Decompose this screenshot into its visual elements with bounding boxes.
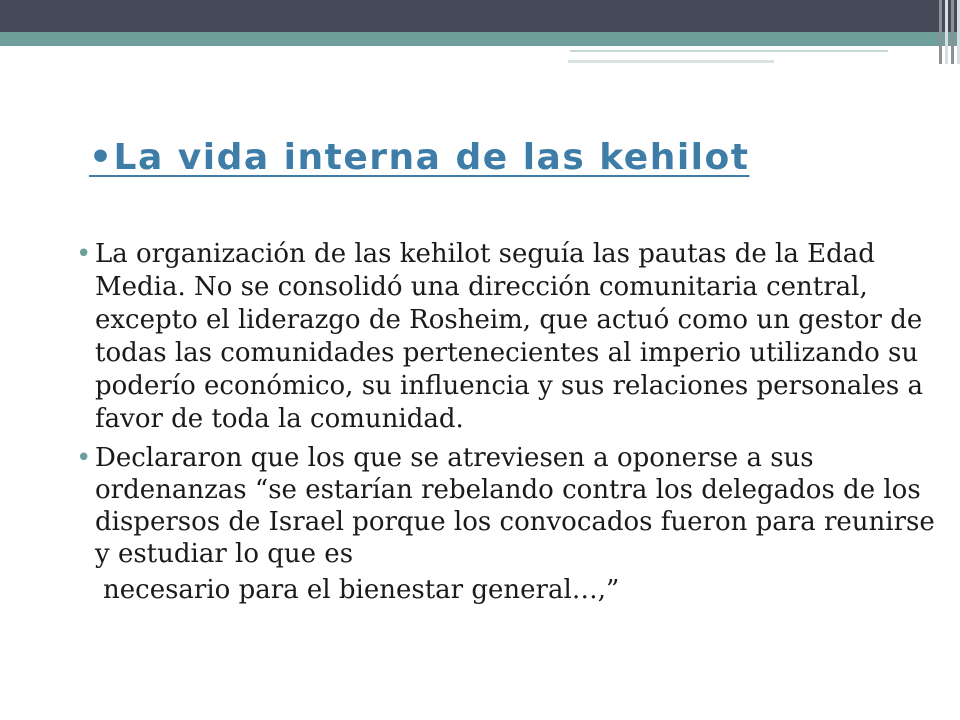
paragraph-last-line: necesario para el bienestar general…,” bbox=[103, 575, 620, 605]
paragraph-text: La organización de las kehilot seguía las pautas de la Edad Media. No se consolidó una dirección comunitaria central, excepto el liderazgo de Rosheim, que actuó como un gestor de todas las comunidades pertenecientes al imperio utilizando su poderío económico, su influencia y sus relaciones personales a favor de toda la comunidad. bbox=[95, 239, 924, 434]
paragraph-text: Declararon que los que se atreviesen a oponerse a sus ordenanzas “se estarían rebelando contra los delegados de los dispersos de Israel porque los convocados fueron para reunirse y estudiar lo que es bbox=[95, 443, 935, 569]
bullet-marker: • bbox=[76, 239, 92, 269]
slide-body bbox=[76, 238, 936, 612]
top-decorative-bar bbox=[0, 0, 960, 32]
bullet-marker: • bbox=[76, 443, 92, 473]
slide-title bbox=[89, 137, 749, 178]
bullet-paragraph bbox=[76, 442, 936, 606]
teal-decorative-bar bbox=[0, 32, 960, 46]
title-bullet: • bbox=[89, 137, 114, 178]
decorative-line bbox=[570, 50, 888, 52]
title-text: La vida interna de las kehilot bbox=[113, 137, 750, 178]
decorative-line bbox=[568, 60, 774, 63]
corner-stripes bbox=[930, 0, 960, 64]
bullet-paragraph bbox=[76, 238, 936, 436]
